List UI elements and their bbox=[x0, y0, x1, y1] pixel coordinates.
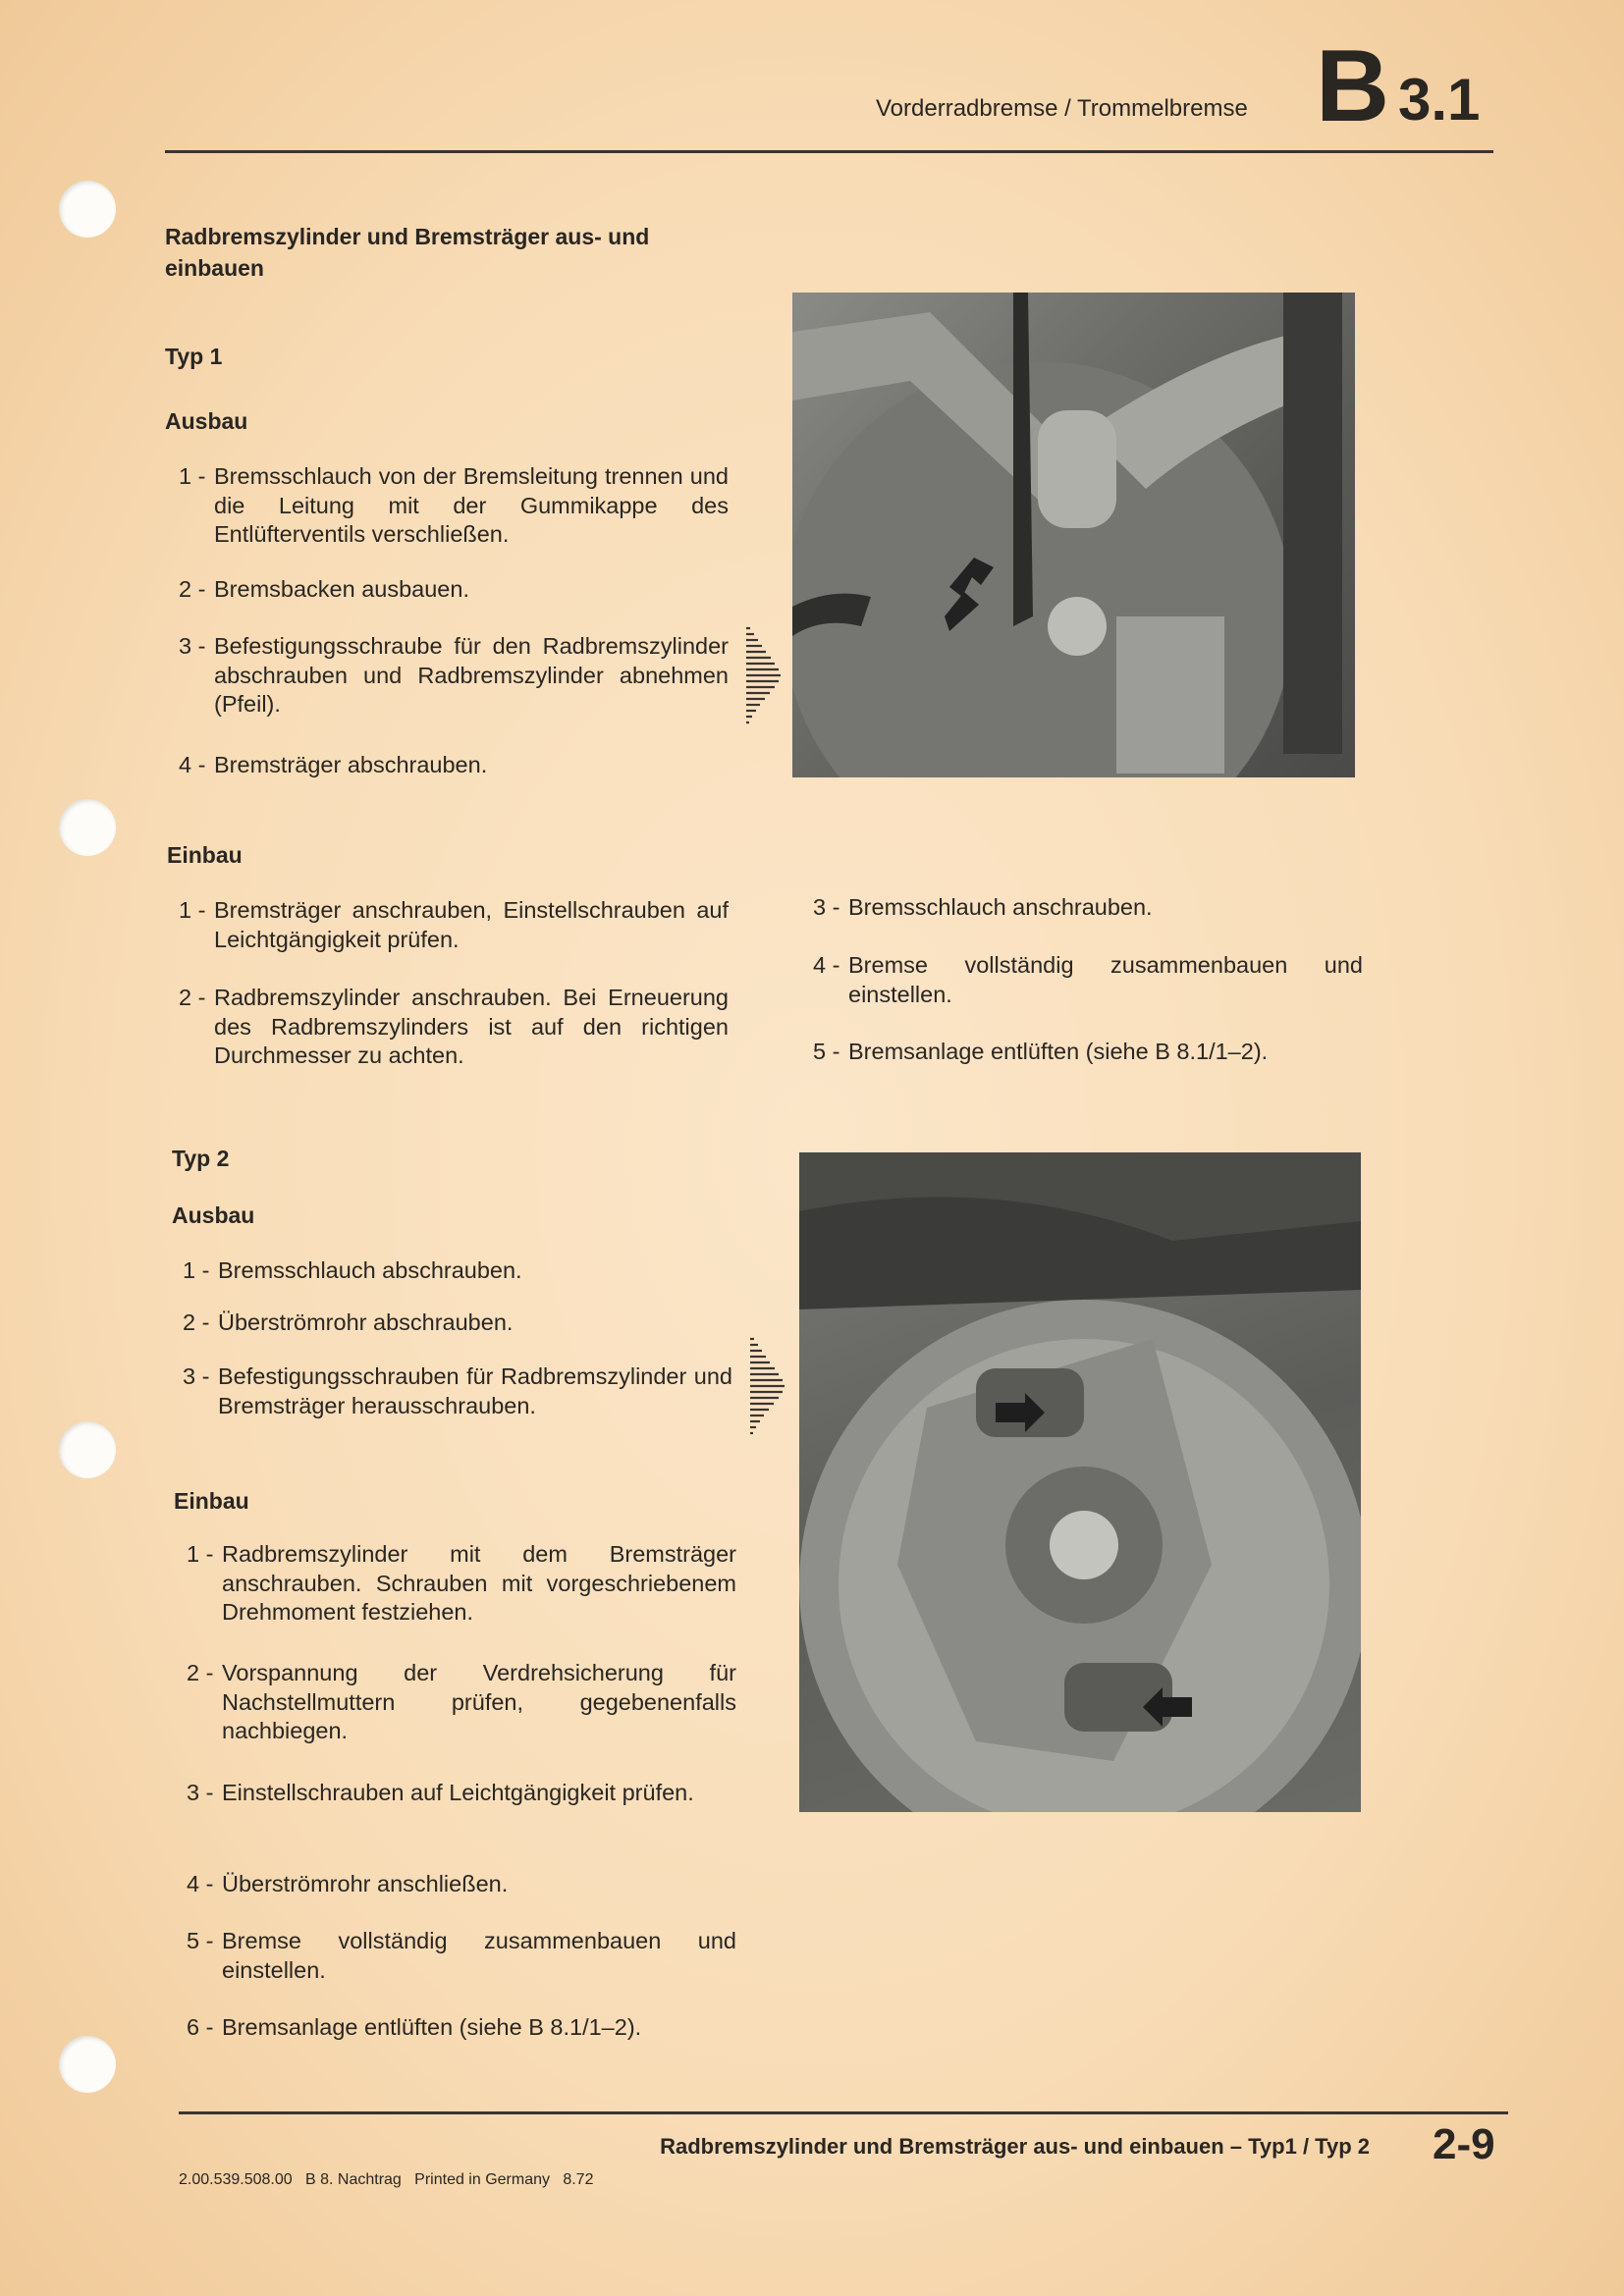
item-text: Bremsschlauch abschrauben. bbox=[218, 1257, 522, 1283]
punch-hole bbox=[59, 1421, 116, 1478]
item-text: Radbremszylinder anschrauben. Bei Erneuerung des Radbremszylinders ist auf den richtigen Durchmesser zu achten. bbox=[214, 985, 729, 1068]
item-text: Bremsschlauch anschrauben. bbox=[848, 894, 1153, 920]
item-number: 1 - bbox=[187, 1541, 214, 1567]
header-rule bbox=[165, 150, 1493, 153]
item-text: Bremse vollständig zusammenbauen und einstellen. bbox=[848, 952, 1363, 1007]
header-subtitle: Vorderradbremse / Trommelbremse bbox=[876, 95, 1248, 122]
item-number: 4 - bbox=[179, 752, 206, 777]
item-number: 6 - bbox=[187, 2014, 214, 2040]
section-number: 3.1 bbox=[1398, 67, 1481, 133]
figure-pointer-icon bbox=[750, 1335, 785, 1439]
typ2-label: Typ 2 bbox=[172, 1146, 230, 1171]
typ2-ausbau-heading: Ausbau bbox=[172, 1202, 255, 1228]
list-item bbox=[813, 951, 1363, 1009]
typ2-einbau-heading: Einbau bbox=[174, 1488, 249, 1514]
item-number: 4 - bbox=[187, 1871, 214, 1896]
list-item bbox=[187, 1659, 736, 1746]
figure-pointer-icon bbox=[746, 624, 782, 728]
punch-hole bbox=[59, 181, 116, 238]
figure-photo-typ1-brake bbox=[792, 293, 1355, 777]
item-number: 4 - bbox=[813, 952, 840, 978]
list-item bbox=[187, 2013, 736, 2043]
list-item bbox=[813, 893, 1363, 923]
footer-title: Radbremszylinder und Bremsträger aus- und einbauen – Typ1 / Typ 2 bbox=[660, 2134, 1370, 2159]
punch-hole bbox=[59, 2036, 116, 2093]
footer-imprint: 2.00.539.508.00 B 8. Nachtrag Printed in Germany 8.72 bbox=[179, 2171, 594, 2188]
item-number: 3 - bbox=[179, 633, 206, 659]
item-number: 5 - bbox=[813, 1039, 840, 1064]
figure-photo-typ2-brake bbox=[799, 1152, 1361, 1812]
list-item bbox=[179, 751, 729, 780]
list-item bbox=[179, 984, 729, 1071]
item-number: 3 - bbox=[183, 1363, 210, 1389]
list-item bbox=[183, 1256, 732, 1286]
item-number: 2 - bbox=[187, 1660, 214, 1685]
item-text: Überströmrohr abschrauben. bbox=[218, 1309, 514, 1335]
item-text: Vorspannung der Verdrehsicherung für Nachstellmuttern prüfen, gegebenenfalls nachbiegen. bbox=[222, 1660, 736, 1743]
footer-rule bbox=[179, 2111, 1508, 2114]
item-text: Bremsträger abschrauben. bbox=[214, 752, 488, 777]
item-number: 2 - bbox=[183, 1309, 210, 1335]
item-text: Bremsanlage entlüften (siehe B 8.1/1–2). bbox=[848, 1039, 1269, 1064]
item-text: Überströmrohr anschließen. bbox=[222, 1871, 509, 1896]
list-item bbox=[183, 1362, 732, 1420]
item-text: Bremsträger anschrauben, Einstellschrauben auf Leichtgängigkeit prüfen. bbox=[214, 897, 729, 952]
item-number: 3 - bbox=[813, 894, 840, 920]
page-title: Radbremszylinder und Bremsträger aus- und einbauen bbox=[165, 224, 650, 281]
item-text: Bremsanlage entlüften (siehe B 8.1/1–2). bbox=[222, 2014, 642, 2040]
list-item bbox=[183, 1308, 732, 1338]
page-number: 2-9 bbox=[1433, 2120, 1495, 2168]
list-item bbox=[187, 1927, 736, 1985]
list-item bbox=[179, 575, 729, 605]
item-text: Bremsschlauch von der Bremsleitung trennen und die Leitung mit der Gummikappe des Entlüfterventils verschließen. bbox=[214, 463, 729, 547]
list-item bbox=[813, 1038, 1363, 1067]
item-text: Befestigungsschrauben für Radbremszylinder und Bremsträger herausschrauben. bbox=[218, 1363, 732, 1418]
item-text: Bremse vollständig zusammenbauen und einstellen. bbox=[222, 1928, 736, 1983]
item-text: Radbremszylinder mit dem Bremsträger anschrauben. Schrauben mit vorgeschriebenem Drehmoment festziehen. bbox=[222, 1541, 736, 1625]
item-text: Bremsbacken ausbauen. bbox=[214, 576, 469, 602]
typ1-einbau-heading: Einbau bbox=[167, 842, 243, 868]
punch-hole bbox=[59, 799, 116, 856]
item-number: 1 - bbox=[179, 463, 206, 489]
list-item bbox=[187, 1540, 736, 1628]
typ1-ausbau-heading: Ausbau bbox=[165, 408, 248, 434]
item-number: 1 - bbox=[179, 897, 206, 923]
item-number: 2 - bbox=[179, 576, 206, 602]
item-number: 2 - bbox=[179, 985, 206, 1010]
list-item bbox=[179, 896, 729, 954]
list-item bbox=[187, 1870, 736, 1899]
item-text: Befestigungsschraube für den Radbremszylinder abschrauben und Radbremszylinder abnehmen (Pfeil). bbox=[214, 633, 729, 717]
item-text: Einstellschrauben auf Leichtgängigkeit prüfen. bbox=[222, 1780, 694, 1805]
item-number: 5 - bbox=[187, 1928, 214, 1953]
item-number: 3 - bbox=[187, 1780, 214, 1805]
section-letter: B bbox=[1316, 29, 1390, 143]
list-item bbox=[179, 462, 729, 550]
item-number: 1 - bbox=[183, 1257, 210, 1283]
typ1-label: Typ 1 bbox=[165, 344, 223, 369]
list-item bbox=[179, 632, 729, 720]
list-item bbox=[187, 1779, 736, 1808]
